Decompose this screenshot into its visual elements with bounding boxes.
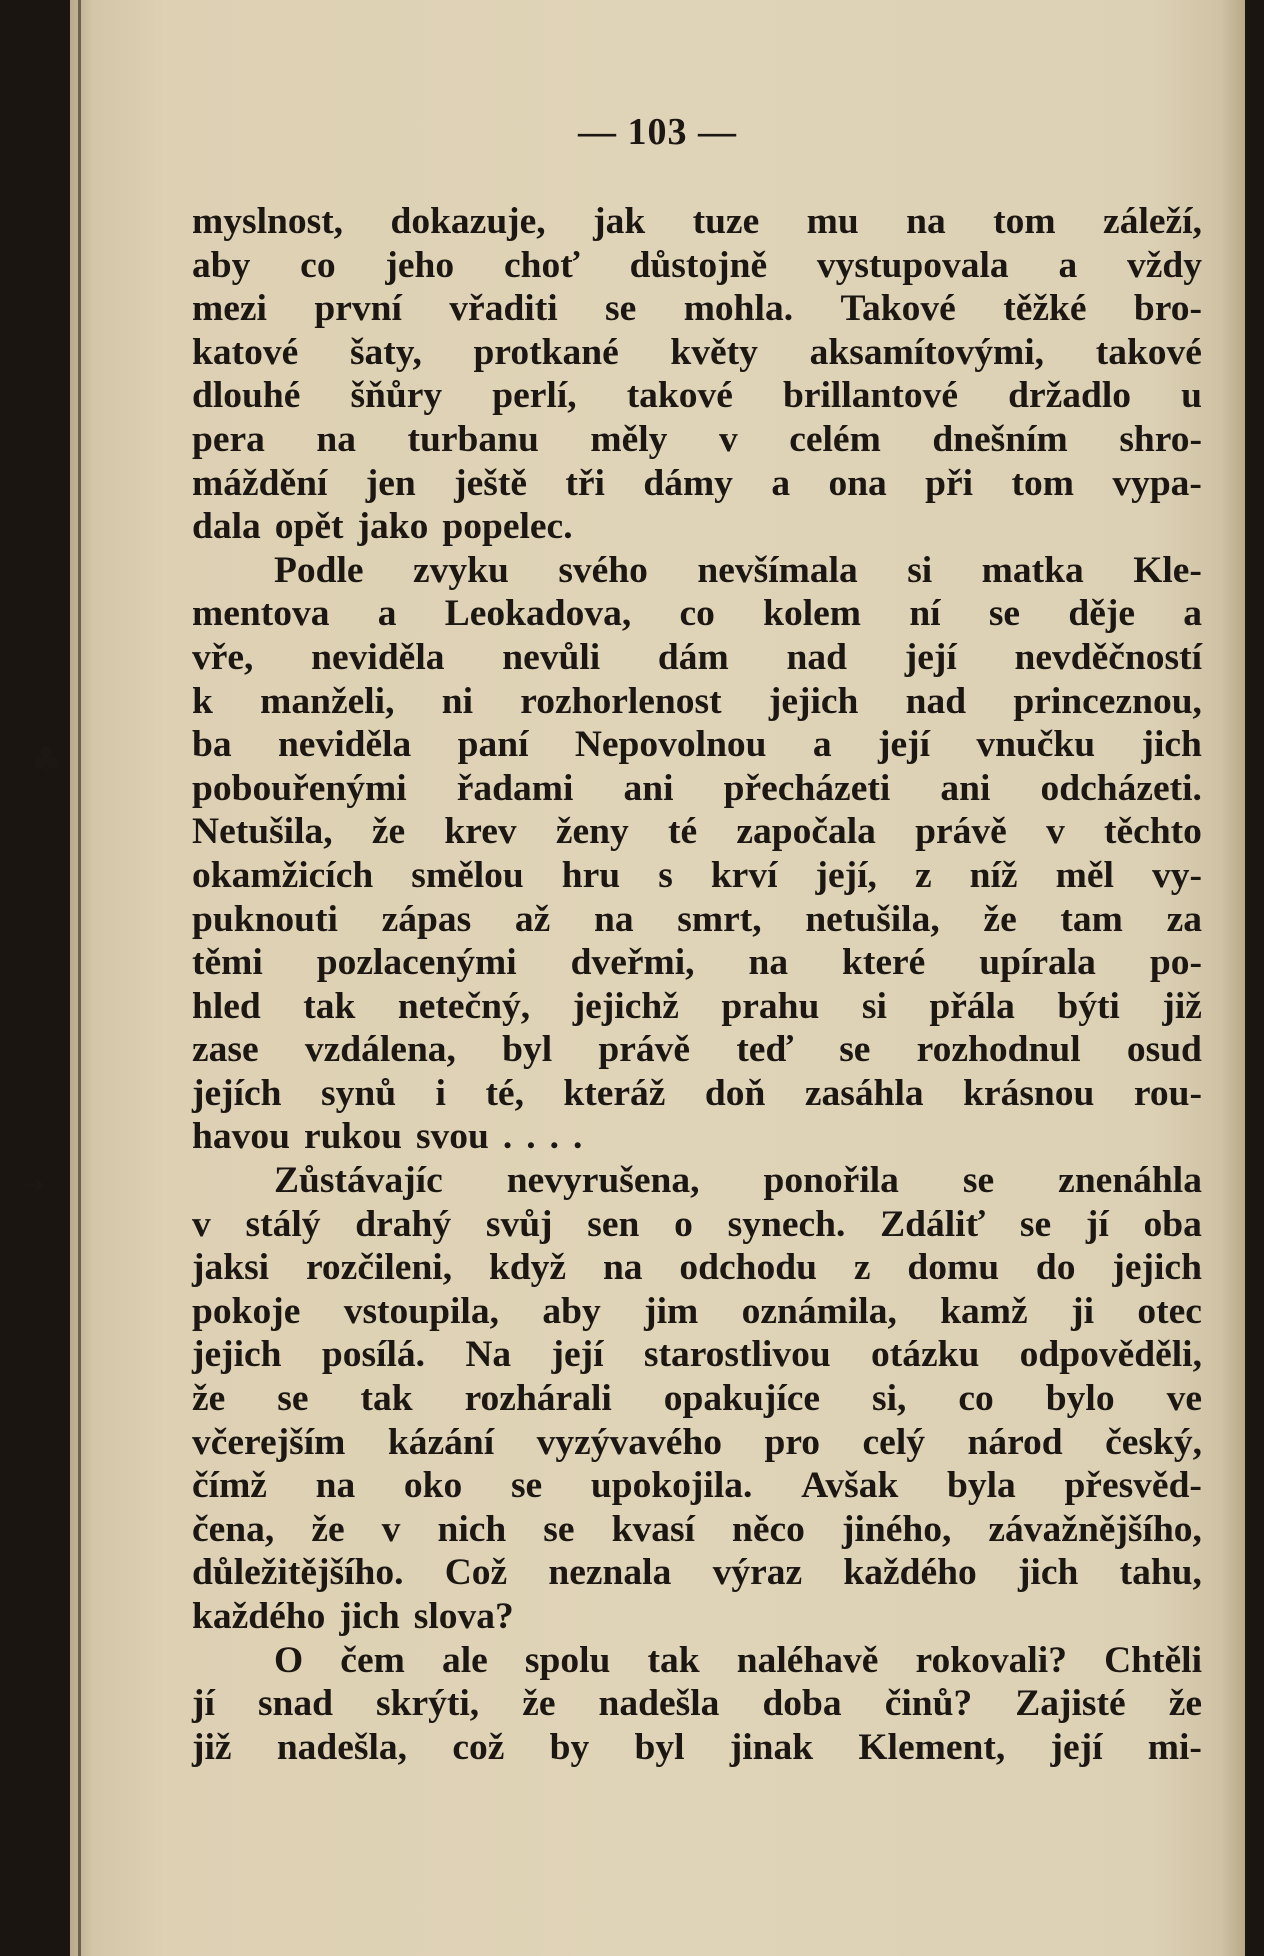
text-line: již nadešla, což by byl jinak Klement, její mi-: [192, 1726, 1202, 1768]
text-line: včerejším kázání vyzývavého pro celý národ český,: [192, 1421, 1202, 1463]
text-line: okamžicích smělou hru s krví její, z níž měl vy-: [192, 854, 1202, 896]
text-line: čímž na oko se upokojila. Avšak byla přesvěd-: [192, 1465, 1202, 1507]
text-line: mezi první vřaditi se mohla. Takové těžké bro-: [192, 288, 1202, 330]
text-line: mentova a Leokadova, co kolem ní se děje a: [192, 593, 1202, 635]
text-line: hled tak netečný, jejichž prahu si přála býti již: [192, 985, 1202, 1027]
text-line: vře, neviděla nevůli dám nad její nevděčností: [192, 636, 1202, 678]
text-line: myslnost, dokazuje, jak tuze mu na tom záleží,: [192, 201, 1202, 242]
text-line: jejich posílá. Na její starostlivou otázku odpověděli,: [192, 1334, 1202, 1376]
text-line: máždění jen ještě tři dámy a ona při tom vypa-: [192, 462, 1202, 504]
text-line: těmi pozlacenými dveřmi, na které upírala po-: [192, 942, 1202, 984]
text-line: O čem ale spolu tak naléhavě rokovali? Chtěli: [274, 1639, 1202, 1681]
text-line: puknouti zápas až na smrt, netušila, že tam za: [192, 898, 1202, 940]
text-line: dlouhé šňůry perlí, takové brillantové držadlo u: [192, 375, 1202, 417]
text-line: čena, že v nich se kvasí něco jiného, závažnějšího,: [192, 1508, 1202, 1550]
text-line: v stálý drahý svůj sen o synech. Zdáliť se jí oba: [192, 1203, 1202, 1245]
text-line: jejích synů i té, kteráž doň zasáhla krásnou rou-: [192, 1072, 1202, 1114]
text-line: zase vzdálena, byl právě teď se rozhodnul osud: [192, 1029, 1202, 1071]
text-line: ba neviděla paní Nepovolnou a její vnučku jich: [192, 724, 1202, 766]
page-number: — 103 —: [578, 111, 737, 153]
text-line: Podle zvyku svého nevšímala si matka Kle-: [274, 549, 1202, 591]
text-line: jaksi rozčileni, když na odchodu z domu do jejich: [192, 1247, 1202, 1289]
text-line: důležitějšího. Což neznala výraz každého jich tahu,: [192, 1552, 1202, 1594]
text-line: každého jich slova?: [192, 1596, 514, 1637]
text-line: Netušila, že krev ženy té započala právě v těchto: [192, 811, 1202, 853]
text-line: pera na turbanu měly v celém dnešním shro-: [192, 418, 1202, 460]
text-line: k manželi, ni rozhorlenost jejich nad princeznou,: [192, 680, 1202, 722]
text-line: pokoje vstoupila, aby jim oznámila, kamž ji otec: [192, 1290, 1202, 1332]
text-line: pobouřenými řadami ani přecházeti ani odcházeti.: [192, 767, 1202, 809]
text-line: Zůstávajíc nevyrušena, ponořila se znenáhla: [274, 1160, 1202, 1202]
body-text: [192, 200, 1202, 1769]
book-page: [70, 0, 1245, 1956]
text-line: dala opět jako popelec.: [192, 506, 573, 548]
text-line: katové šaty, protkané květy aksamítovými, takové: [192, 331, 1202, 373]
text-line: havou rukou svou . . . .: [192, 1116, 583, 1158]
text-line: že se tak rozhárali opakujíce si, co bylo ve: [192, 1378, 1202, 1420]
text-line: aby co jeho choť důstojně vystupovala a vždy: [192, 244, 1202, 286]
margin-mark-icon: ♣: [30, 740, 63, 781]
margin-arrow-icon: ➜: [22, 1168, 46, 1201]
text-line: jí snad skrýti, že nadešla doba činů? Zajisté že: [192, 1683, 1202, 1725]
